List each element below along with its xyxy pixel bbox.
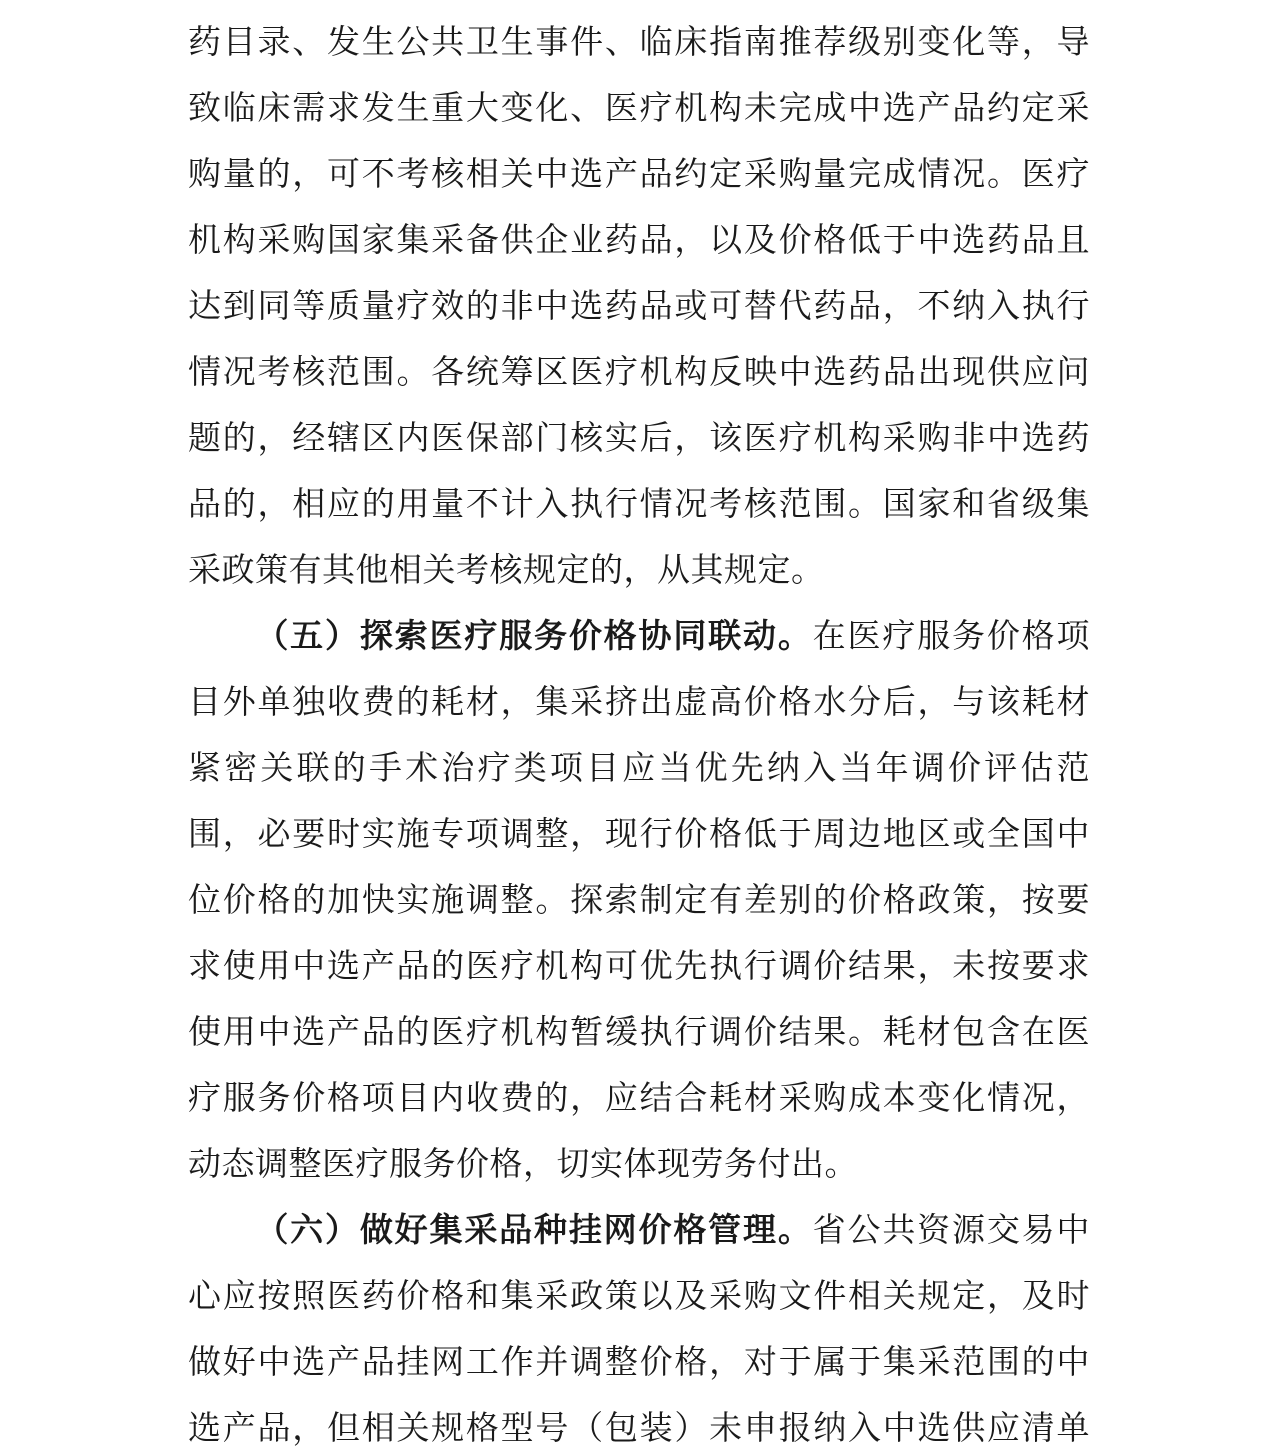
paragraph-item-five	[188, 604, 1090, 1198]
text-line	[188, 670, 1090, 736]
body-text: 品的，相应的用量不计入执行情况考核范围。国家和省级集	[188, 487, 1090, 523]
body-text: 选产品，但相关规格型号（包装）未申报纳入中选供应清单	[188, 1411, 1090, 1447]
text-line	[188, 1198, 1090, 1264]
body-text: 做好中选产品挂网工作并调整价格，对于属于集采范围的中	[188, 1345, 1090, 1381]
first-line-indent	[188, 1240, 254, 1241]
text-line-clipped	[188, 1396, 1090, 1451]
body-text: 在医疗服务价格项	[812, 619, 1090, 655]
body-text: 使用中选产品的医疗机构暂缓执行调价结果。耗材包含在医	[188, 1015, 1090, 1051]
body-text: 紧密关联的手术治疗类项目应当优先纳入当年调价评估范	[188, 751, 1090, 787]
body-text: 药目录、发生公共卫生事件、临床指南推荐级别变化等，导	[188, 25, 1090, 61]
body-text: 目外单独收费的耗材，集采挤出虚高价格水分后，与该耗材	[188, 685, 1090, 721]
text-line	[188, 604, 1090, 670]
text-line	[188, 406, 1090, 472]
text-line	[188, 10, 1090, 76]
text-line	[188, 340, 1090, 406]
text-line	[188, 1330, 1090, 1396]
text-line	[188, 1132, 1090, 1198]
text-line	[188, 208, 1090, 274]
body-text: 动态调整医疗服务价格，切实体现劳务付出。	[188, 1147, 858, 1183]
text-line	[188, 1000, 1090, 1066]
text-line	[188, 274, 1090, 340]
section-heading-text: （五）探索医疗服务价格协同联动。	[254, 619, 813, 655]
text-line	[188, 802, 1090, 868]
body-text: 达到同等质量疗效的非中选药品或可替代药品，不纳入执行	[188, 289, 1090, 325]
paragraph-continuation	[188, 10, 1090, 604]
text-line	[188, 142, 1090, 208]
body-text: 位价格的加快实施调整。探索制定有差别的价格政策，按要	[188, 883, 1090, 919]
text-line	[188, 868, 1090, 934]
body-text: 致临床需求发生重大变化、医疗机构未完成中选产品约定采	[188, 91, 1090, 127]
text-line	[188, 934, 1090, 1000]
paragraph-item-six	[188, 1198, 1090, 1451]
text-line	[188, 1264, 1090, 1330]
body-text: 购量的，可不考核相关中选产品约定采购量完成情况。医疗	[188, 157, 1090, 193]
first-line-indent	[188, 646, 254, 647]
text-line	[188, 472, 1090, 538]
body-text: 机构采购国家集采备供企业药品，以及价格低于中选药品且	[188, 223, 1090, 259]
body-text: 心应按照医药价格和集采政策以及采购文件相关规定，及时	[188, 1279, 1090, 1315]
body-text: 求使用中选产品的医疗机构可优先执行调价结果，未按要求	[188, 949, 1090, 985]
body-text: 情况考核范围。各统筹区医疗机构反映中选药品出现供应问	[188, 355, 1090, 391]
text-line	[188, 538, 1090, 604]
body-text: 省公共资源交易中	[812, 1213, 1090, 1249]
section-heading-text: （六）做好集采品种挂网价格管理。	[254, 1213, 813, 1249]
text-line	[188, 76, 1090, 142]
body-text: 围，必要时实施专项调整，现行价格低于周边地区或全国中	[188, 817, 1090, 853]
text-line	[188, 736, 1090, 802]
document-text-block	[188, 10, 1090, 1451]
body-text: 采政策有其他相关考核规定的，从其规定。	[188, 553, 825, 589]
body-text: 疗服务价格项目内收费的，应结合耗材采购成本变化情况，	[188, 1081, 1090, 1117]
body-text: 题的，经辖区内医保部门核实后，该医疗机构采购非中选药	[188, 421, 1090, 457]
text-line	[188, 1066, 1090, 1132]
